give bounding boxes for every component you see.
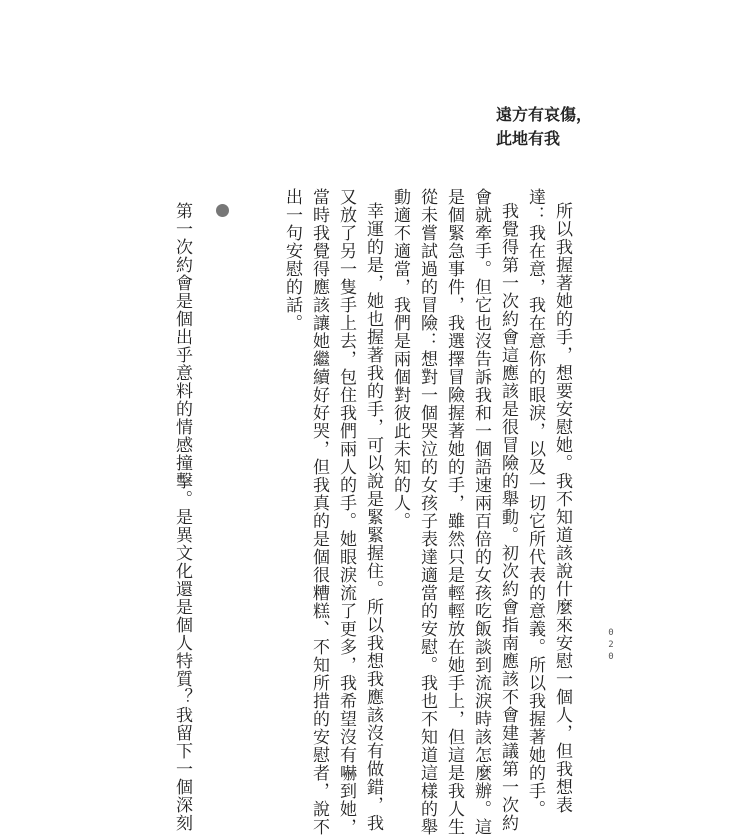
text-column: 達：我在意，我在意你的眼淚，以及一切它所代表的意義。所以我握著她的手。 [525, 188, 545, 818]
text-column: 是個緊急事件，我選擇冒險握著她的手，雖然只是輕輕放在她手上，但這是我人生 [444, 188, 464, 836]
text-column: 從未嘗試過的冒險：想對一個哭泣的女孩子表達適當的安慰。我也不知道這樣的舉 [417, 188, 437, 836]
text-column: 出一句安慰的話。 [282, 188, 302, 332]
page-number [601, 627, 621, 663]
page-number-digit: 2 [608, 640, 614, 650]
text-column: 動適不適當，我們是兩個對彼此未知的人。 [390, 188, 410, 530]
page-number-digit: 0 [608, 652, 614, 662]
text-column: 我覺得第一次約會這應該是很冒險的舉動。初次約會指南應該不會建議第一次約 [498, 202, 518, 832]
chapter-title [496, 103, 592, 151]
text-column: 第一次約會是個出乎意料的情感撞擊。是異文化還是個人特質？我留下一個深刻 [172, 202, 192, 832]
section-bullet-icon [216, 204, 229, 217]
text-column: 所以我握著她的手，想要安慰她。我不知道該說什麼來安慰一個人，但我想表 [552, 202, 572, 814]
text-column: 幸運的是，她也握著我的手，可以說是緊緊握住。所以我想我應該沒有做錯，我 [363, 202, 383, 832]
page-number-digit: 0 [608, 628, 614, 638]
text-column: 當時我覺得應該讓她繼續好好哭，但我真的是個很糟糕、不知所措的安慰者，說不 [309, 188, 329, 836]
text-column: 又放了另一隻手上去，包住我們兩人的手。她眼淚流了更多，我希望沒有嚇到她， [336, 188, 356, 836]
chapter-title-line-2: 此地有我 [496, 129, 561, 148]
text-column: 會就牽手。但它也沒告訴我和一個語速兩百倍的女孩吃飯談到流淚時該怎麼辦。這 [471, 188, 491, 836]
chapter-title-line-1: 遠方有哀傷， [496, 105, 593, 124]
